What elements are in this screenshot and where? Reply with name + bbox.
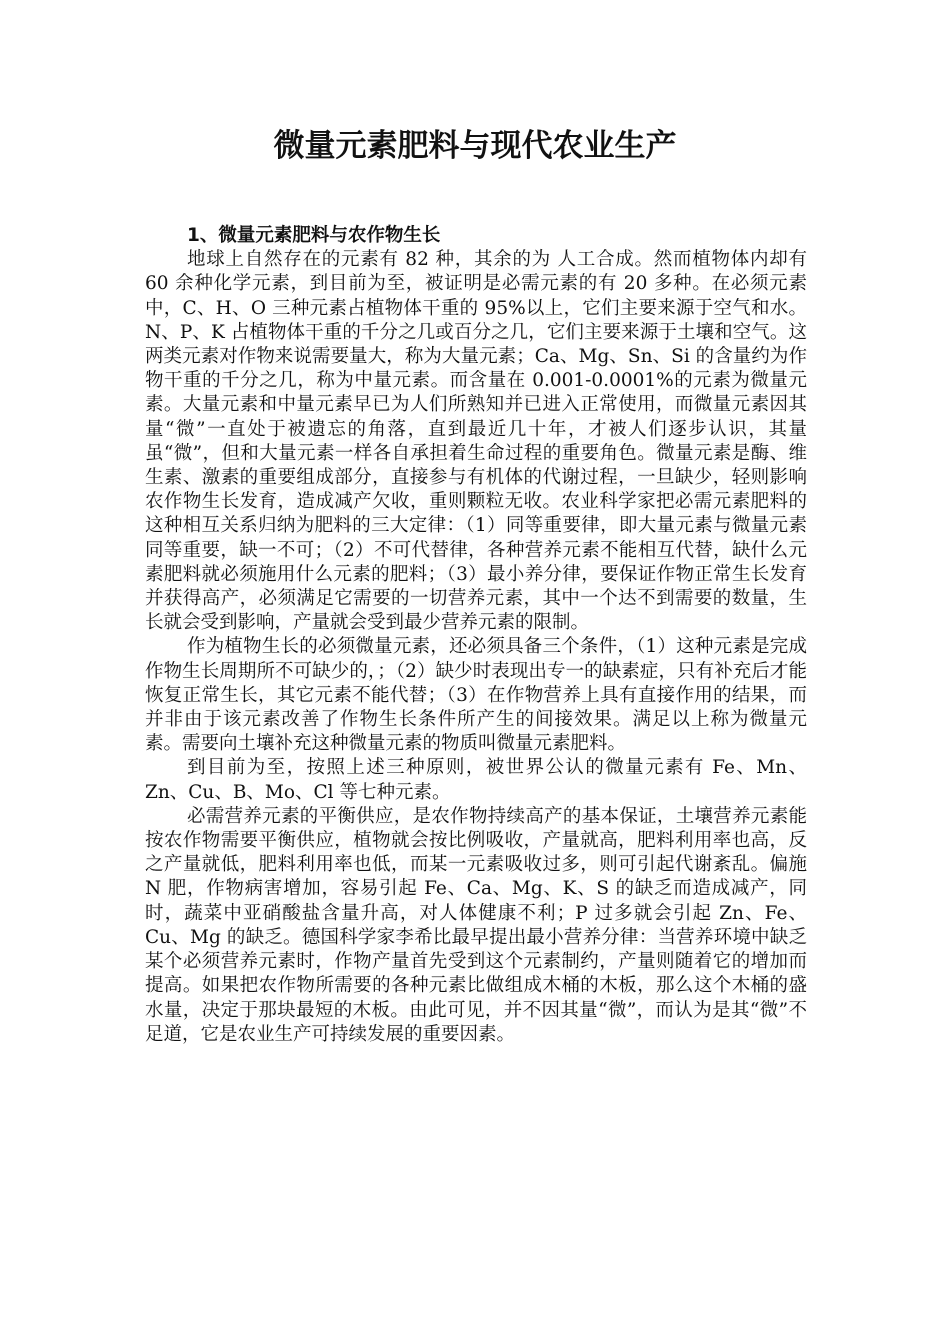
document-body xyxy=(145,224,807,1047)
paragraph-intro: 地球上自然存在的元素有 82 种，其余的为 人工合成。然而植物体内却有 60 余种化学元素，到目前为至，被证明是必需元素的有 20 多种。在必须元素中，C、H、O 三种元素占植物体干重的 95%以上，它们主要来源于空气和水。N、P、K 占植物体干重的千分之几或百分之几，它们主要来源于土壤和空气。这两类元素对作物来说需要量大，称为大量元素；Ca、Mg、Sn、Si 的含量约为作物干重的千分之几，称为中量元素。而含量在 0.001-0.0001%的元素为微量元素。大量元素和中量元素早已为人们所熟知并已进入正常使用，而微量元素因其量“微”一直处于被遗忘的角落，直到最近几十年，才被人们逐步认识，其量虽“微”，但和大量元素一样各自承担着生命过程的重要角色。微量元素是酶、维生素、激素的重要组成部分，直接参与有机体的代谢过程，一旦缺少，轻则影响农作物生长发育，造成减产欠收，重则颗粒无收。农业科学家把必需元素肥料的这种相互关系归纳为肥料的三大定律：（1）同等重要律，即大量元素与微量元素同等重要，缺一不可；（2）不可代替律，各种营养元素不能相互代替，缺什么元素肥料就必须施用什么元素的肥料；（3）最小养分律，要保证作物正常生长发育并获得高产，必须满足它需要的一切营养元素，其中一个达不到需要的数量，生长就会受到影响，产量就会受到最少营养元素的限制。 xyxy=(145,249,807,634)
paragraph-conditions: 作为植物生长的必须微量元素，还必须具备三个条件，（1）这种元素是完成作物生长周期所不可缺少的，；（2）缺少时表现出专一的缺素症，只有补充后才能恢复正常生长，其它元素不能代替；（3）在作物营养上具有直接作用的结果，而并非由于该元素改善了作物生长条件所产生的间接效果。满足以上称为微量元素。需要向土壤补充这种微量元素的物质叫微量元素肥料。 xyxy=(145,636,807,755)
section-heading: 1、微量元素肥料与农作物生长 xyxy=(187,225,441,246)
document-title: 微量元素肥料与现代农业生产 xyxy=(273,128,677,164)
paragraph-recognized-elements: 到目前为至，按照上述三种原则，被世界公认的微量元素有 Fe、Mn、Zn、Cu、B、Mo、Cl 等七种元素。 xyxy=(145,757,807,803)
paragraph-balanced-supply: 必需营养元素的平衡供应，是农作物持续高产的基本保证，土壤营养元素能按农作物需要平衡供应，植物就会按比例吸收，产量就高，肥料利用率也高，反之产量就低，肥料利用率也低，而某一元素吸收过多，则可引起代谢紊乱。偏施 N 肥，作物病害增加，容易引起 Fe、Ca、Mg、K、S 的缺乏而造成减产，同时，蔬菜中亚硝酸盐含量升高，对人体健康不利；P 过多就会引起 Zn、Fe、Cu、Mg 的缺乏。德国科学家李希比最早提出最小营养分律：当营养环境中缺乏某个必须营养元素时，作物产量首先受到这个元素制约，产量则随着它的增加而提高。如果把农作物所需要的各种元素比做组成木桶的木板，那么这个木桶的盛水量，决定于那块最短的木板。由此可见，并不因其量“微”，而认为是其“微”不足道，它是农业生产可持续发展的重要因素。 xyxy=(145,805,807,1045)
